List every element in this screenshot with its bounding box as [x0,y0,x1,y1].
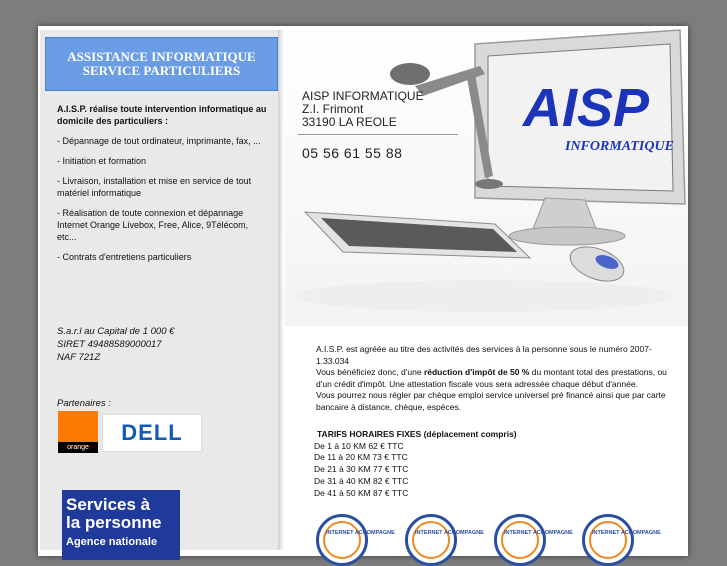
company-name: AISP INFORMATIQUE [302,89,424,103]
sidebar [40,30,278,550]
orange-logo-text: orange [58,442,98,453]
tarif-row: De 21 à 30 KM 77 € TTC [314,464,409,475]
sidebar-body [57,103,269,271]
service-item: - Réalisation de toute connexion et dépannage Internet Orange Livebox, Free, Alice, 9Télécom, etc... [57,208,249,242]
badge-label: INTERNET ACCOMPAGNE [592,530,661,536]
main-content [316,344,671,413]
tax-text-after: du montant total des prestations, ou d'un crédit d'impôt. Une attestation fiscale vous sera adressée chaque début d'année. [316,367,667,389]
legal-capital: S.a.r.l au Capital de 1 000 € [57,326,175,337]
dell-logo-text: DELL [121,420,183,445]
service-item: - Contrats d'entretiens particuliers [57,252,192,262]
floor-shadow [295,280,675,312]
company-block [302,90,424,129]
service-item: - Livraison, installation et mise en service de tout matériel informatique [57,176,252,198]
badge-text-arc [585,517,661,563]
lamp-head [390,63,430,85]
internet-accompagne-badge[interactable] [494,514,573,566]
service-item: - Initiation et formation [57,156,147,166]
tarif-row: De 31 à 40 KM 82 € TTC [314,475,409,486]
computer-illustration [285,26,688,326]
internet-accompagne-badge[interactable] [582,514,661,566]
payment-text: Vous pourrez nous régler par chèque emploi service universel pré financé ainsi que par carte bancaire à distance, chèque, espèces. [316,390,666,412]
lamp-base [475,179,503,189]
sidebar-header [45,37,278,91]
legal-naf: NAF 721Z [57,352,101,363]
tax-text-before: Vous bénéficiez donc, d'une [316,367,424,377]
monitor-base [509,227,625,245]
intro-text: A.I.S.P. réalise toute intervention informatique au domicile des particuliers : [57,104,267,126]
page [38,26,688,556]
partners-label: Partenaires : [57,398,111,409]
internet-accompagne-badge[interactable] [316,514,395,566]
column-divider [278,30,284,550]
screen-logo-big: AISP [523,78,650,138]
badge-text-arc [319,517,395,563]
address-line2: 33190 LA REOLE [302,115,397,129]
legal-info [57,325,174,364]
sidebar-header-line1: ASSISTANCE INFORMATIQUE [67,49,256,64]
badge-label: INTERNET ACCOMPAGNE [415,530,484,536]
mouse [566,240,629,287]
tax-reduction-text [316,367,671,390]
tax-text-bold: réduction d'impôt de 50 % [423,367,530,377]
orange-logo[interactable] [58,411,98,453]
badges-row [314,514,674,556]
badge-label: INTERNET ACCOMPAGNE [326,530,395,536]
legal-siret: SIRET 49488589000017 [57,339,162,350]
address-line1: Z.I. Frimont [302,102,364,116]
badge-text-arc [408,517,484,563]
dell-logo[interactable] [102,414,202,452]
hero-image [285,26,688,326]
badge-label: INTERNET ACCOMPAGNE [504,530,573,536]
tarif-row: De 41 à 50 KM 87 € TTC [314,487,409,498]
services-logo-line1: Services à [66,495,151,514]
monitor-stand [533,198,597,231]
divider-line [298,134,458,135]
services-logo-line2: la personne [66,513,162,532]
agreement-text: A.I.S.P. est agréée au titre des activités des services à la personne sous le numéro 2007-1.33.034 [316,344,652,366]
sidebar-header-line2: SERVICE PARTICULIERS [82,63,241,78]
service-item: - Dépannage de tout ordinateur, imprimante, fax, ... [57,136,261,146]
tarif-row: De 1 à 10 KM 62 € TTC [314,440,404,451]
screen-logo-sub: INFORMATIQUE [565,139,674,154]
phone-number[interactable]: 05 56 61 55 88 [302,145,403,161]
services-logo-line3: Agence nationale [66,536,158,548]
tarifs-title: TARIFS HORAIRES FIXES (déplacement compris) [317,429,517,439]
internet-accompagne-badge[interactable] [405,514,484,566]
tarifs-section [314,429,517,499]
tarif-row: De 11 à 20 KM 73 € TTC [314,452,408,463]
badge-text-arc [497,517,573,563]
services-a-la-personne-logo[interactable] [62,490,180,560]
